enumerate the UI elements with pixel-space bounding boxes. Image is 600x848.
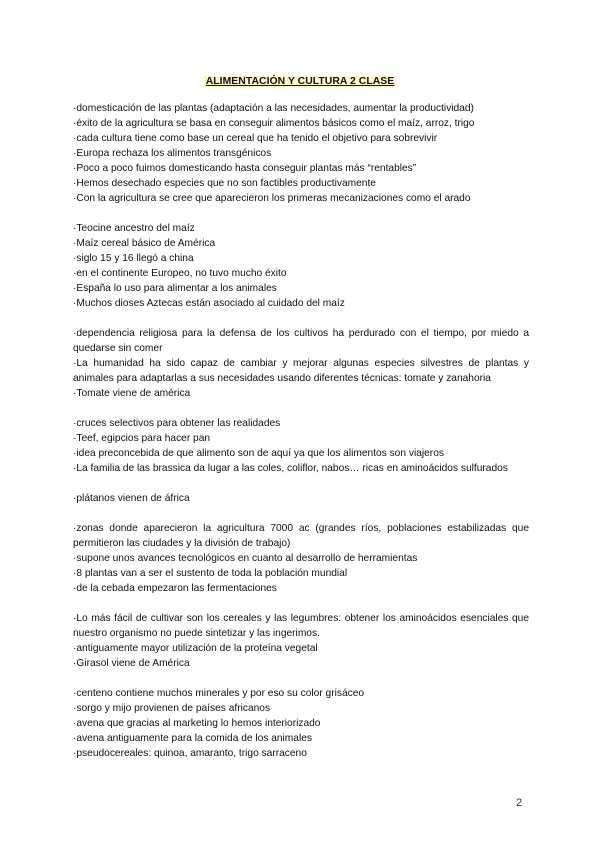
note-line: ·España lo uso para alimentar a los animales bbox=[73, 283, 277, 294]
note-paragraph: ·idea preconcebida de que alimento son de aquí ya que los alimentos son viajeros bbox=[73, 448, 444, 459]
note-paragraph: ·La humanidad ha sido capaz de cambiar y mejorar algunas especies silvestres de plantas y animales para adaptarlas a sus necesidades usando diferentes técnicas: tomate y zanahoria bbox=[73, 358, 529, 384]
note-line: ·pseudocereales: quinoa, amaranto, trigo sarraceno bbox=[73, 748, 307, 759]
note-line: ·plátanos vienen de áfrica bbox=[73, 493, 190, 504]
notes-section-maize bbox=[73, 221, 529, 311]
note-paragraph: ·Girasol viene de América bbox=[73, 658, 190, 669]
note-paragraph: ·La familia de las brassica da lugar a las coles, coliflor, nabos… ricas en aminoácidos sulfurados bbox=[73, 463, 508, 474]
note-paragraph: ·dependencia religiosa para la defensa de los cultivos ha perdurado con el tiempo, por miedo a quedarse sin comer bbox=[73, 328, 529, 354]
note-line: ·Europa rechaza los alimentos transgénicos bbox=[73, 148, 272, 159]
note-line: ·cada cultura tiene como base un cereal que ha tenido el objetivo para sobrevivir bbox=[73, 133, 438, 144]
notes-section-agriculture-origins bbox=[73, 521, 529, 596]
note-paragraph: ·antiguamente mayor utilización de la proteína vegetal bbox=[73, 643, 318, 654]
page-title: ALIMENTACIÓN Y CULTURA 2 CLASE bbox=[205, 76, 395, 87]
note-line: ·Con la agricultura se cree que aparecieron los primeras mecanizaciones como el arado bbox=[73, 193, 471, 204]
notes-section-crosses bbox=[73, 416, 529, 476]
notes-section-cereals-legumes bbox=[73, 611, 529, 671]
note-line: ·Hemos desechado especies que no son factibles productivamente bbox=[73, 178, 376, 189]
notes-section-domestication bbox=[73, 101, 529, 206]
note-paragraph: ·cruces selectivos para obtener las realidades bbox=[73, 418, 281, 429]
title-container bbox=[0, 71, 600, 89]
note-paragraph: ·supone unos avances tecnológicos en cuanto al desarrollo de herramientas bbox=[73, 553, 418, 564]
note-paragraph: ·Tomate viene de américa bbox=[73, 388, 191, 399]
note-line: ·avena que gracias al marketing lo hemos interiorizado bbox=[73, 718, 321, 729]
note-line: ·centeno contiene muchos minerales y por eso su color grisáceo bbox=[73, 688, 365, 699]
notes-content bbox=[73, 101, 529, 776]
note-line: ·en el continente Europeo, no tuvo mucho éxito bbox=[73, 268, 287, 279]
note-line: ·éxito de la agricultura se basa en conseguir alimentos básicos como el maíz, arroz, trigo bbox=[73, 118, 475, 129]
note-line: ·sorgo y mijo provienen de países africanos bbox=[73, 703, 271, 714]
note-line: ·domesticación de las plantas (adaptación a las necesidades, aumentar la productividad) bbox=[73, 103, 474, 114]
note-line: ·Muchos dioses Aztecas están asociado al cuidado del maíz bbox=[73, 298, 345, 309]
note-line: ·Maíz cereal básico de América bbox=[73, 238, 216, 249]
note-paragraph: ·8 plantas van a ser el sustento de toda la población mundial bbox=[73, 568, 348, 579]
note-paragraph: ·Lo más fácil de cultivar son los cereales y las legumbres: obtener los aminoácidos esenciales que nuestro organismo no puede sintetizar y las ingerimos. bbox=[73, 613, 529, 639]
note-line: ·Teocine ancestro del maíz bbox=[73, 223, 195, 234]
notes-section-religion bbox=[73, 326, 529, 401]
notes-section-bananas bbox=[73, 491, 529, 506]
note-paragraph: ·zonas donde aparecieron la agricultura 7000 ac (grandes ríos, poblaciones estabilizadas que permitieron las ciudades y la división de trabajo) bbox=[73, 523, 529, 549]
notes-section-grains bbox=[73, 686, 529, 761]
note-line: ·Poco a poco fuimos domesticando hasta conseguir plantas más “rentables” bbox=[73, 163, 417, 174]
page-number: 2 bbox=[516, 797, 523, 809]
note-paragraph: ·de la cebada empezaron las fermentaciones bbox=[73, 583, 277, 594]
note-paragraph: ·Teef, egipcios para hacer pan bbox=[73, 433, 211, 444]
note-line: ·siglo 15 y 16 llegó a china bbox=[73, 253, 194, 264]
note-line: ·avena antiguamente para la comida de los animales bbox=[73, 733, 312, 744]
